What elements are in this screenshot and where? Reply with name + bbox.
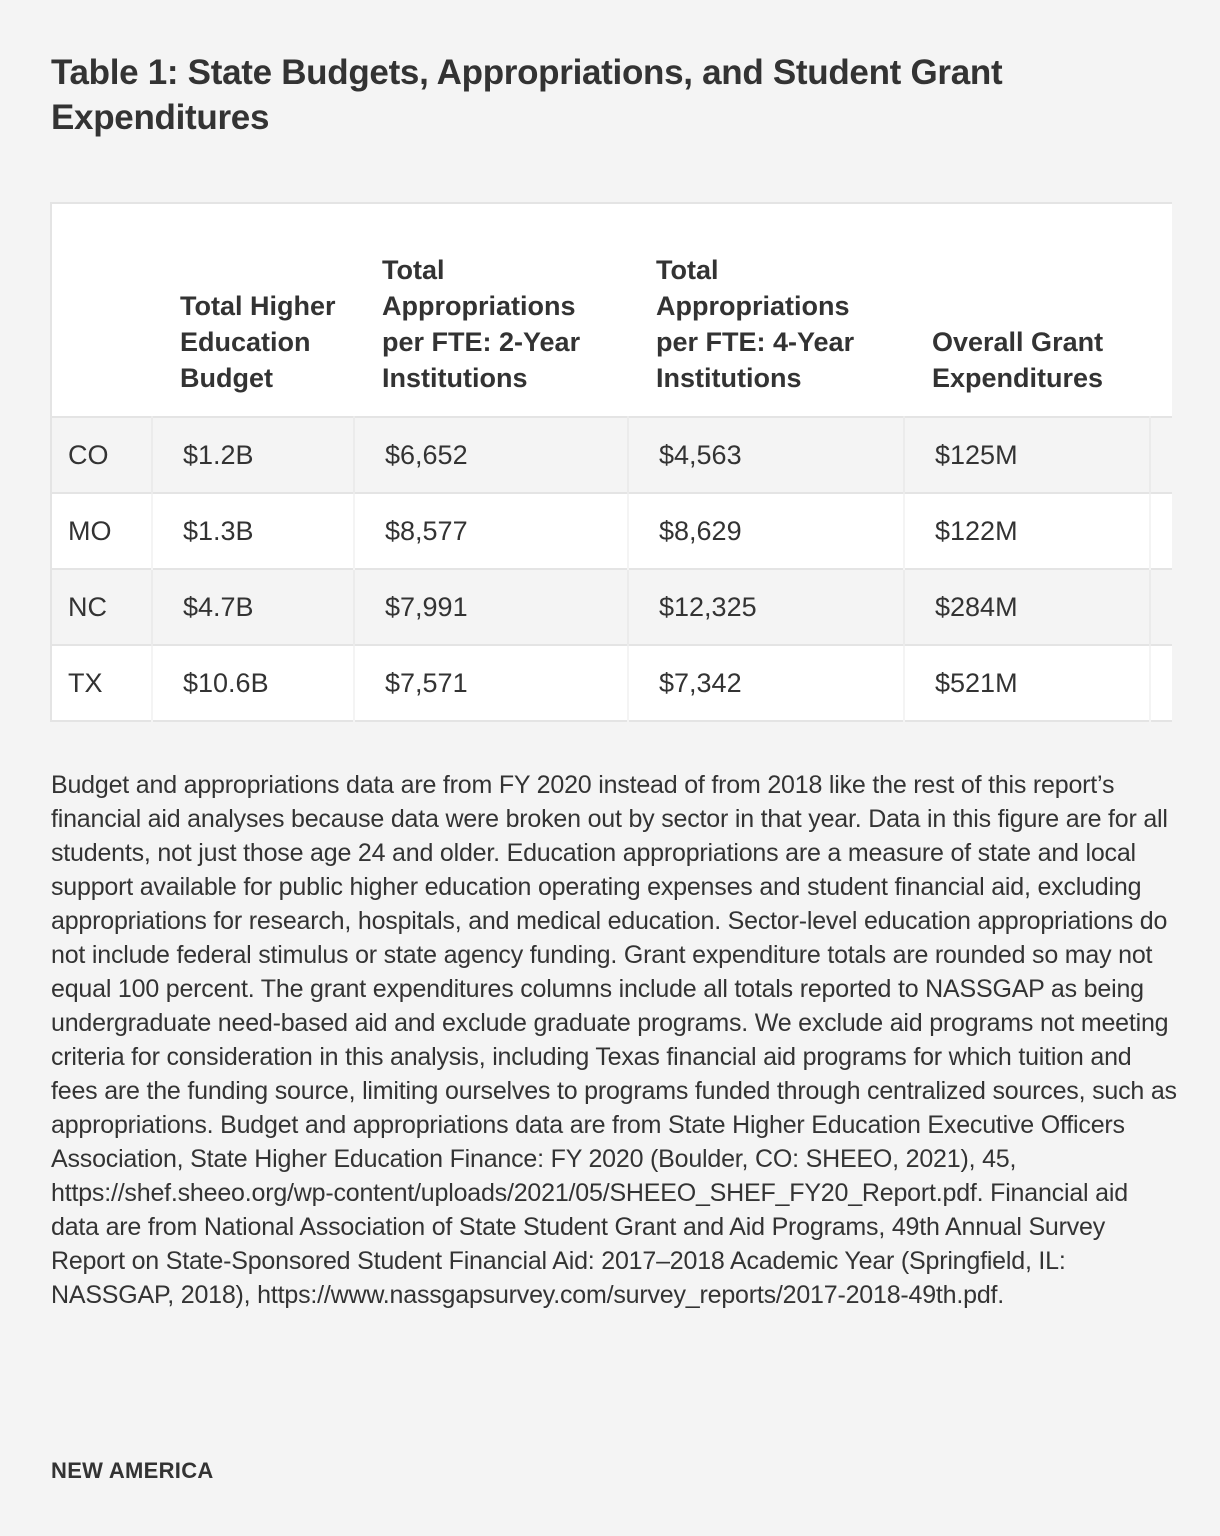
cell-grants: $122M xyxy=(904,493,1150,569)
table-header-row xyxy=(52,203,1172,417)
table-note: Budget and appropriations data are from FY 2020 instead of from 2018 like the rest of this report’s financial aid analyses because data were broken out by sector in that year. Data in this figure are for all students, not just those age 24 and older. Education appropriations are a measure of state and local support available for public higher education operating expenses and student financial aid, excluding appropriations for research, hospitals, and medical education. Sector-level education appropriations do not include federal stimulus or state agency funding. Grant expenditure totals are rounded so may not equal 100 percent. The grant expenditures columns include all totals reported to NASSGAP as being undergraduate need-based aid and exclude graduate programs. We exclude aid programs not meeting criteria for consideration in this analysis, including Texas financial aid programs for which tuition and fees are the funding source, limiting ourselves to programs funded through centralized sources, such as appropriations. Budget and appropriations data are from State Higher Education Executive Officers Association, State Higher Education Finance: FY 2020 (Boulder, CO: SHEEO, 2021), 45, https://shef.sheeo.org/wp-content/uploads/2021/05/SHEEO_SHEF_FY20_Report.pdf. Financial aid data are from National Association of State Student Grant and Aid Programs, 49th Annual Survey Report on State-Sponsored Student Financial Aid: 2017–2018 Academic Year (Springfield, IL: NASSGAP, 2018), https://www.nassgapsurvey.com/survey_reports/2017-2018-49th.pdf. xyxy=(51,771,1177,1309)
cell-state: MO xyxy=(52,493,152,569)
cell-state: NC xyxy=(52,569,152,645)
table-row xyxy=(52,569,1172,645)
column-header-approp-2yr: Total Appropriations per FTE: 2-Year Institutions xyxy=(382,255,581,393)
column-header-approp-4yr: Total Appropriations per FTE: 4-Year Institutions xyxy=(656,255,855,393)
cell-state: CO xyxy=(52,417,152,493)
cell-approp-4yr: $8,629 xyxy=(628,493,904,569)
cell-budget: $1.2B xyxy=(152,417,354,493)
cell-approp-2yr: $6,652 xyxy=(354,417,628,493)
data-table xyxy=(52,202,1172,722)
table-title: Table 1: State Budgets, Appropriations, and Student Grant Expenditures xyxy=(51,53,1003,137)
column-header-grants: Overall Grant Expenditures xyxy=(932,327,1104,393)
column-header-extra xyxy=(1150,203,1172,417)
column-header-state xyxy=(52,203,152,417)
cell-grants: $125M xyxy=(904,417,1150,493)
cell-budget: $10.6B xyxy=(152,645,354,721)
cell-approp-4yr: $7,342 xyxy=(628,645,904,721)
column-header-budget: Total Higher Education Budget xyxy=(180,291,336,393)
cell-extra xyxy=(1150,417,1172,493)
cell-budget: $1.3B xyxy=(152,493,354,569)
cell-approp-4yr: $12,325 xyxy=(628,569,904,645)
cell-budget: $4.7B xyxy=(152,569,354,645)
cell-grants: $521M xyxy=(904,645,1150,721)
cell-approp-2yr: $7,571 xyxy=(354,645,628,721)
cell-approp-2yr: $8,577 xyxy=(354,493,628,569)
cell-grants: $284M xyxy=(904,569,1150,645)
cell-approp-2yr: $7,991 xyxy=(354,569,628,645)
table-row xyxy=(52,493,1172,569)
data-table-container[interactable] xyxy=(50,202,1172,722)
cell-approp-4yr: $4,563 xyxy=(628,417,904,493)
cell-extra xyxy=(1150,569,1172,645)
brand-label: NEW AMERICA xyxy=(51,1458,214,1483)
cell-extra xyxy=(1150,493,1172,569)
cell-extra xyxy=(1150,645,1172,721)
cell-state: TX xyxy=(52,645,152,721)
table-row xyxy=(52,417,1172,493)
table-row xyxy=(52,645,1172,721)
